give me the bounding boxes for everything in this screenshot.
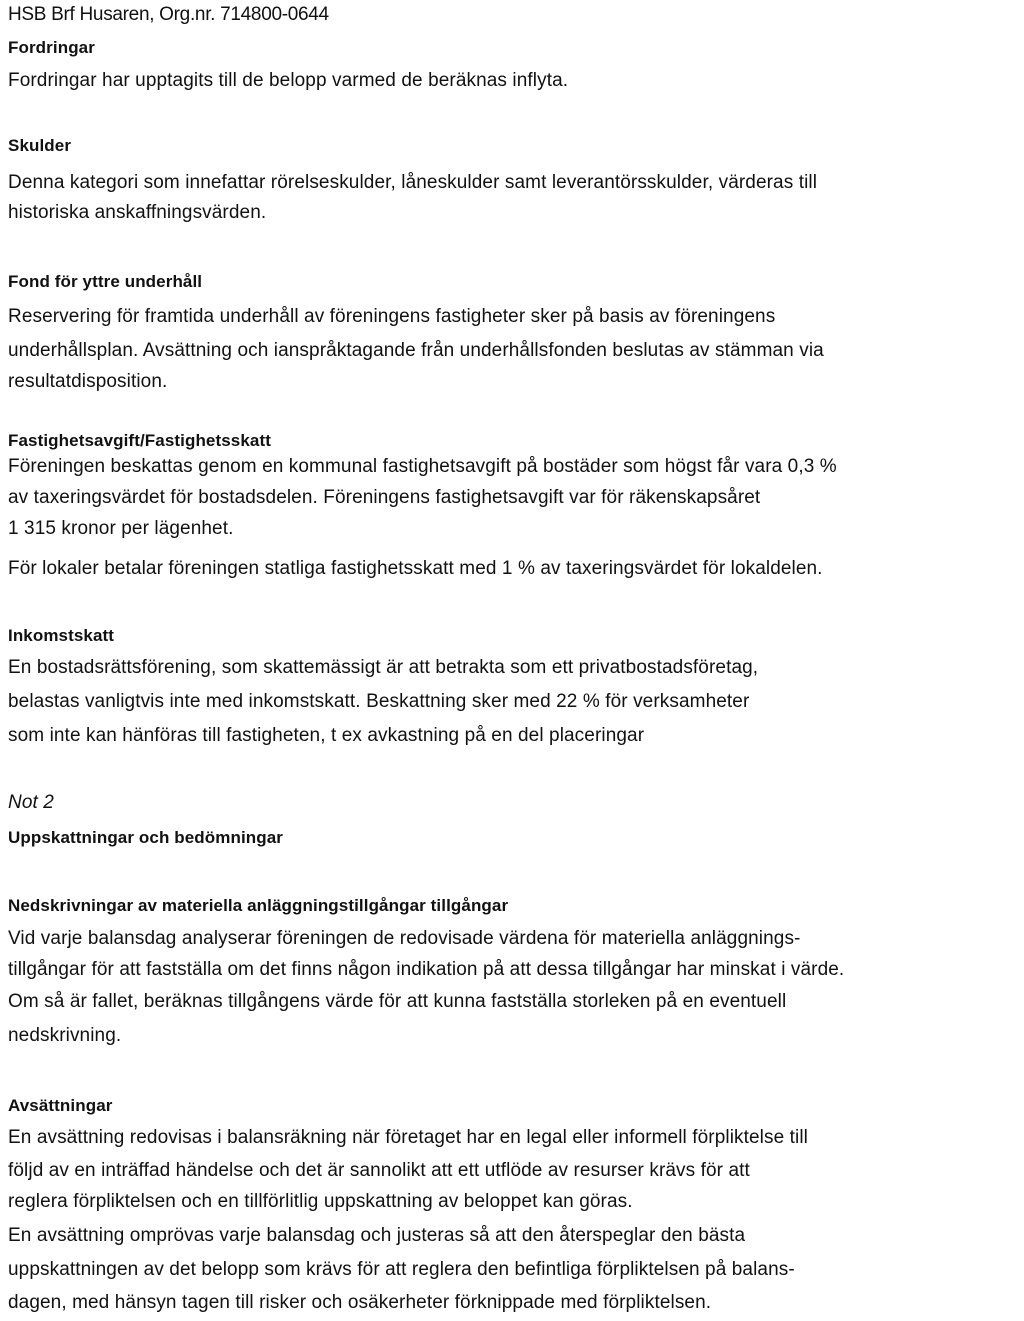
document-header: HSB Brf Husaren, Org.nr. 714800-0644 <box>8 4 329 25</box>
inkomstskatt-line-1: En bostadsrättsförening, som skattemässigt är att betrakta som ett privatbostadsföretag, <box>8 657 759 678</box>
fastighet-line-4: För lokaler betalar föreningen statliga fastighetsskatt med 1 % av taxeringsvärdet för lokaldelen. <box>8 558 823 579</box>
heading-skulder: Skulder <box>8 136 72 155</box>
nedskrivningar-line-2: tillgångar för att fastställa om det finns någon indikation på att dessa tillgångar har minskat i värde. <box>8 959 845 980</box>
heading-fordringar: Fordringar <box>8 38 95 57</box>
nedskrivningar-line-1: Vid varje balansdag analyserar föreningen de redovisade värdena för materiella anläggnings- <box>8 928 801 949</box>
note-label: Not 2 <box>8 792 54 813</box>
heading-nedskrivningar: Nedskrivningar av materiella anläggningstillgångar tillgångar <box>8 896 509 915</box>
inkomstskatt-line-3: som inte kan hänföras till fastigheten, t ex avkastning på en del placeringar <box>8 725 645 746</box>
heading-avsattningar: Avsättningar <box>8 1096 113 1115</box>
avsattningar-line-4: En avsättning omprövas varje balansdag och justeras så att den återspeglar den bästa <box>8 1225 746 1246</box>
avsattningar-line-5: uppskattningen av det belopp som krävs för att reglera den befintliga förpliktelsen på balans- <box>8 1259 795 1280</box>
fastighet-line-2: av taxeringsvärdet för bostadsdelen. Föreningens fastighetsavgift var för räkenskapsåret <box>8 487 761 508</box>
fastighet-line-3: 1 315 kronor per lägenhet. <box>8 518 234 539</box>
fond-line-1: Reservering för framtida underhåll av föreningens fastigheter sker på basis av föreningens <box>8 306 776 327</box>
avsattningar-line-3: reglera förpliktelsen och en tillförlitlig uppskattning av beloppet kan göras. <box>8 1191 633 1212</box>
inkomstskatt-line-2: belastas vanligtvis inte med inkomstskatt. Beskattning sker med 22 % för verksamheter <box>8 691 750 712</box>
fond-line-3: resultatdisposition. <box>8 371 168 392</box>
fastighet-line-1: Föreningen beskattas genom en kommunal fastighetsavgift på bostäder som högst får vara 0,3 % <box>8 456 837 477</box>
fordringar-line-1: Fordringar har upptagits till de belopp varmed de beräknas inflyta. <box>8 70 569 91</box>
avsattningar-line-6: dagen, med hänsyn tagen till risker och osäkerheter förknippade med förpliktelsen. <box>8 1292 712 1313</box>
heading-inkomstskatt: Inkomstskatt <box>8 626 115 645</box>
avsattningar-line-2: följd av en inträffad händelse och det är sannolikt att ett utflöde av resurser krävs för att <box>8 1160 750 1181</box>
nedskrivningar-line-4: nedskrivning. <box>8 1025 122 1046</box>
skulder-line-1: Denna kategori som innefattar rörelseskulder, låneskulder samt leverantörsskulder, värderas till <box>8 172 818 193</box>
heading-fastighet: Fastighetsavgift/Fastighetsskatt <box>8 431 271 450</box>
heading-uppskattningar: Uppskattningar och bedömningar <box>8 828 284 847</box>
nedskrivningar-line-3: Om så är fallet, beräknas tillgångens värde för att kunna fastställa storleken på en eventuell <box>8 991 787 1012</box>
fond-line-2: underhållsplan. Avsättning och ianspråktagande från underhållsfonden beslutas av stämman via <box>8 340 824 361</box>
skulder-line-2: historiska anskaffningsvärden. <box>8 202 267 223</box>
heading-fond: Fond för yttre underhåll <box>8 272 203 291</box>
avsattningar-line-1: En avsättning redovisas i balansräkning när företaget har en legal eller informell förpliktelse till <box>8 1127 808 1148</box>
